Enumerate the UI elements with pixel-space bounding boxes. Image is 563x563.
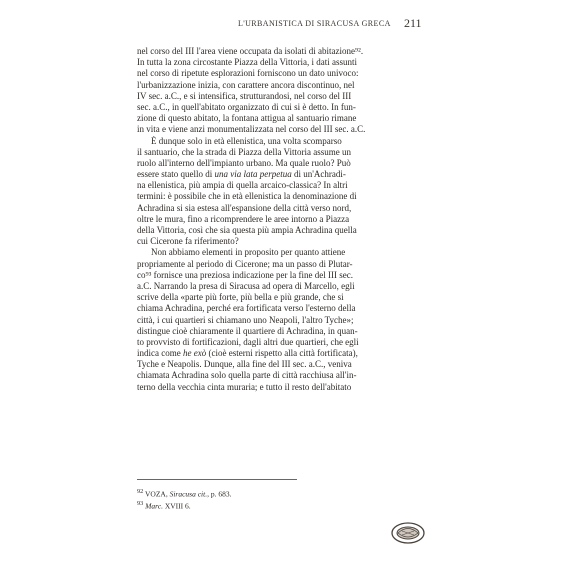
body-line: ruolo all'interno dell'impianto urbano. Ma quale ruolo? Può [137,157,351,168]
body-line: indica come he exò (cioè esterni rispetto alla città fortificata), [137,348,358,359]
body-line: termini: è possibile che in età ellenistica la denominazione di [137,191,357,202]
body-line: propriamente al periodo di Cicerone; ma un passo di Plutar- [137,258,353,269]
body-line: nel corso di ripetute esplorazioni forniscono un dato univoco: [137,68,359,79]
body-line: to provvisto di fortificazioni, dagli altri due quartieri, che egli [137,336,359,347]
body-line: Achradina si sia estesa all'espansione della città verso nord, [137,202,352,213]
footnote-author: VOZA, [145,489,168,499]
body-line: in vita e viene anzi monumentalizzata nel corso del III sec. a.C. [137,124,366,135]
body-line: scrive della «parte più forte, più bella e più grande, che si [137,292,344,303]
body-line: oltre le mura, fino a ricomprendere le aree intorno a Piazza [137,213,350,224]
body-line: È dunque solo in età ellenistica, una volta scomparso [151,135,342,146]
running-header: L'URBANISTICA DI SIRACUSA GRECA [238,19,391,28]
body-line: nel corso del III l'area viene occupata da isolati di abitazione⁹². [137,46,364,56]
body-line: essere stato quello di una via lata perpetua di un'Achradi- [137,169,346,180]
footnote-title: Siracusa cit. [169,489,208,499]
body-line: cui Cicerone fa riferimento? [137,236,239,247]
body-line: IV sec. a.C., e si intensifica, strutturandosi, nel corso del III [137,90,352,101]
page-number: 211 [404,16,422,30]
body-line: zione di questo abitato, la fontana attigua al santuario rimane [137,113,357,124]
body-line: co⁹³ fornisce una preziosa indicazione per la fine del III sec. [137,269,353,280]
footnote-title: Marc. [145,501,163,511]
footnote-92 [137,488,231,499]
body-line: terno della vecchia cinta muraria; e tutto il resto dell'abitato [137,381,352,392]
body-line: città, i cui quartieri si chiamano uno Neapoli, l'altro Tyche»; [137,314,354,325]
body-line: Tyche e Neapolis. Dunque, alla fine del III sec. a.C., veniva [137,359,352,370]
footnote-93 [137,500,191,511]
body-line: della Vittoria, così che sia questa più ampia Achradina quella [137,225,357,235]
body-line: sec. a.C., in quell'abitato organizzato di cui si è detto. In fun- [137,101,356,112]
body-line: distingue cioè chiaramente il quartiere di Achradina, in quan- [137,325,358,336]
footnote-rest: , p. 683. [207,489,232,499]
footnote-mark: 93 [137,500,144,507]
publisher-logo-icon [390,520,426,546]
body-line: chiama Achradina, perché era fortificata verso l'esterno della [137,303,356,314]
body-line: na ellenistica, più ampia di quella arcaico-classica? In altri [137,180,348,191]
body-line: l'urbanizzazione inizia, con carattere ancora discontinuo, nel [137,79,355,90]
body-line: il santuario, che la strada di Piazza della Vittoria assume un [137,146,351,157]
body-line: Non abbiamo elementi in proposito per quanto attiene [151,247,346,258]
body-line: chiamata Achradina solo quella parte di città racchiusa all'in- [137,370,357,381]
body-line: a.C. Narrando la presa di Siracusa ad opera di Marcello, egli [137,280,355,291]
body-line: In tutta la zona circostante Piazza della Vittoria, i dati assunti [137,57,357,68]
footnote-mark: 92 [137,488,144,495]
footnote-rest: XVIII 6. [162,501,191,511]
body-text [137,46,417,393]
footnote-rule [137,479,297,480]
